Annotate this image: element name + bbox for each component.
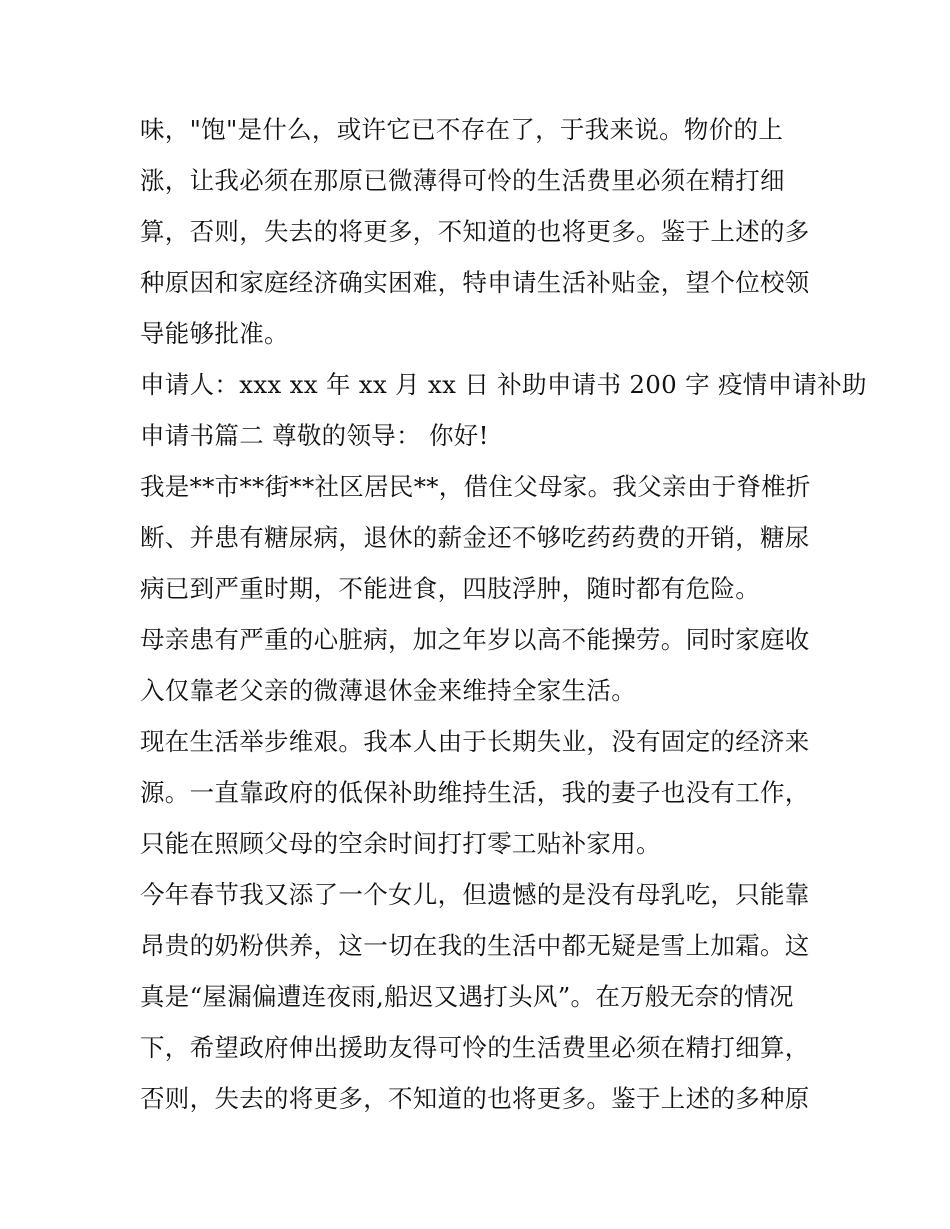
text-line: 味，"饱"是什么，或许它已不存在了，于我来说。物价的上 — [140, 115, 784, 144]
text-line: 种原因和家庭经济确实困难，特申请生活补贴金，望个位校领 — [140, 268, 810, 297]
text-line: 下，希望政府伸出援助友得可怜的生活费里必须在精打细算， — [140, 1033, 810, 1062]
text-line: 申请书篇二 尊敬的领导： 你好! — [140, 421, 489, 450]
text-line: 导能够批准。 — [140, 319, 289, 348]
text-line: 母亲患有严重的心脏病，加之年岁以高不能操劳。同时家庭收 — [140, 625, 810, 654]
text-line: 我是**市**街**社区居民**，借住父母家。我父亲由于脊椎折 — [140, 472, 811, 501]
text-line: 申请人：xxx xx 年 xx 月 xx 日 补助申请书 200 字 疫情申请补助 — [140, 370, 867, 399]
text-line: 真是“屋漏偏遭连夜雨,船迟又遇打头风”。在万般无奈的情况 — [140, 982, 794, 1011]
text-line: 只能在照顾父母的空余时间打打零工贴补家用。 — [140, 829, 661, 858]
text-line: 今年春节我又添了一个女儿，但遗憾的是没有母乳吃，只能靠 — [140, 880, 810, 909]
text-line: 源。一直靠政府的低保补助维持生活，我的妻子也没有工作， — [140, 778, 810, 807]
text-line: 现在生活举步维艰。我本人由于长期失业，没有固定的经济来 — [140, 727, 810, 756]
text-line: 算，否则，失去的将更多，不知道的也将更多。鉴于上述的多 — [140, 217, 810, 246]
text-line: 断、并患有糖尿病，退休的薪金还不够吃药药费的开销，糖尿 — [140, 523, 810, 552]
text-line: 涨，让我必须在那原已微薄得可怜的生活费里必须在精打细 — [140, 166, 785, 195]
text-line: 入仅靠老父亲的微薄退休金来维持全家生活。 — [140, 676, 636, 705]
text-line: 昂贵的奶粉供养，这一切在我的生活中都无疑是雪上加霜。这 — [140, 931, 810, 960]
text-line: 病已到严重时期，不能进食，四肢浮肿，随时都有危险。 — [140, 574, 760, 603]
document-body-text — [140, 104, 867, 1124]
text-line: 否则，失去的将更多，不知道的也将更多。鉴于上述的多种原 — [140, 1084, 810, 1113]
